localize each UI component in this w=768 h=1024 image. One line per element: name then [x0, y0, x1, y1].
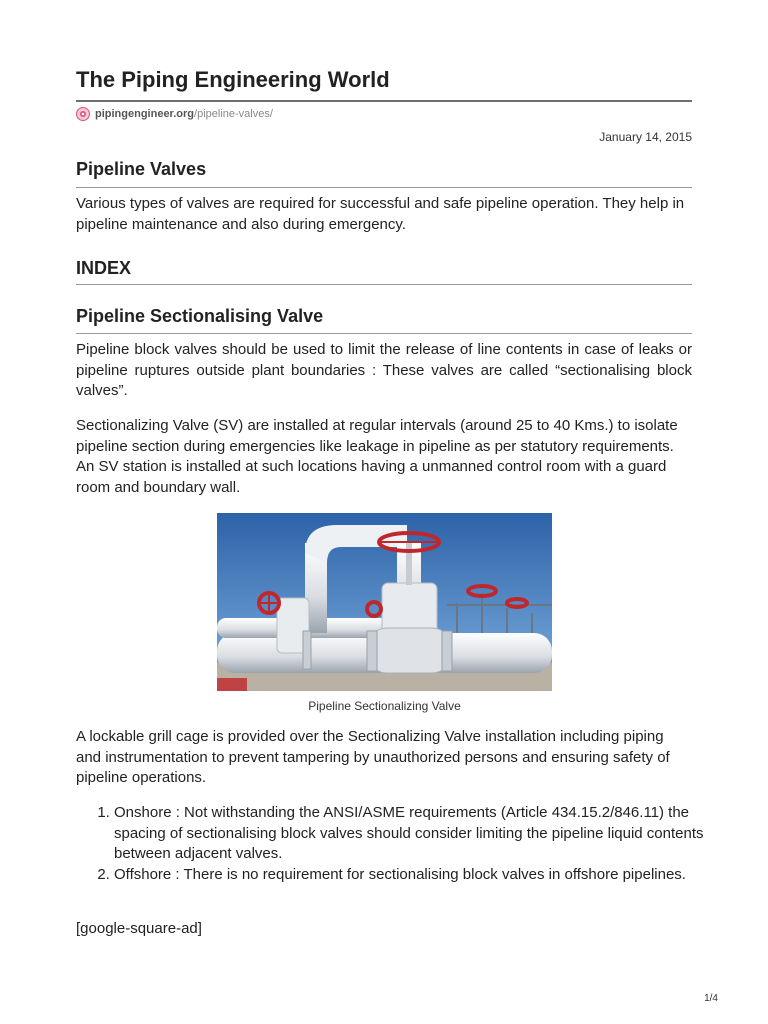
site-logo-icon [76, 107, 90, 121]
list-item: 2. Offshore : There is no requirement for sectionalising block valves in offshore pipelines. [114, 865, 730, 886]
spacing-requirements-list [76, 803, 730, 886]
site-title: The Piping Engineering World [76, 67, 390, 92]
source-link[interactable] [76, 107, 273, 121]
pipeline-valve-photo [217, 513, 552, 691]
source-path[interactable]: /pipeline-valves/ [194, 108, 273, 120]
index-divider [76, 284, 692, 285]
section-heading: Pipeline Sectionalising Valve [76, 306, 324, 326]
title-divider [76, 100, 692, 102]
figure [217, 513, 552, 713]
article-title: Pipeline Valves [76, 159, 207, 179]
source-domain[interactable]: pipingengineer.org [95, 108, 195, 120]
paragraph-sv-intervals: Sectionalizing Valve (SV) are installed at regular intervals (around 25 to 40 Kms.) to isolate pipeline section during emergencies like leakage in pipeline as per statutory requirements. An SV station is installed at such locations having a unmanned control room with a guard room and boundary wall. [76, 417, 678, 497]
index-heading[interactable]: INDEX [76, 258, 132, 278]
publish-date: January 14, 2015 [599, 130, 692, 144]
article-title-divider [76, 187, 692, 188]
ad-placeholder: [google-square-ad] [76, 920, 202, 937]
page-number: 1/4 [704, 993, 718, 1004]
intro-paragraph: Various types of valves are required for successful and safe pipeline operation. They help in pipeline maintenance and also during emergency. [76, 195, 685, 233]
figure-caption: Pipeline Sectionalizing Valve [308, 699, 461, 713]
paragraph-grill-cage: A lockable grill cage is provided over the Sectionalizing Valve installation including piping and instrumentation to prevent tampering by unauthorized persons and ensuring safety of pipeline operations. [76, 728, 670, 787]
list-item: 1. Onshore : Not withstanding the ANSI/ASME requirements (Article 434.15.2/846.11) the spacing of sectionalising block valves should consider limiting the pipeline liquid contents between adjacent valves. [114, 803, 730, 865]
section-divider [76, 333, 692, 334]
paragraph-block-valves: Pipeline block valves should be used to limit the release of line contents in case of leaks or pipeline ruptures outside plant boundaries : These valves are called “sectionalising block valves”. [76, 341, 692, 400]
